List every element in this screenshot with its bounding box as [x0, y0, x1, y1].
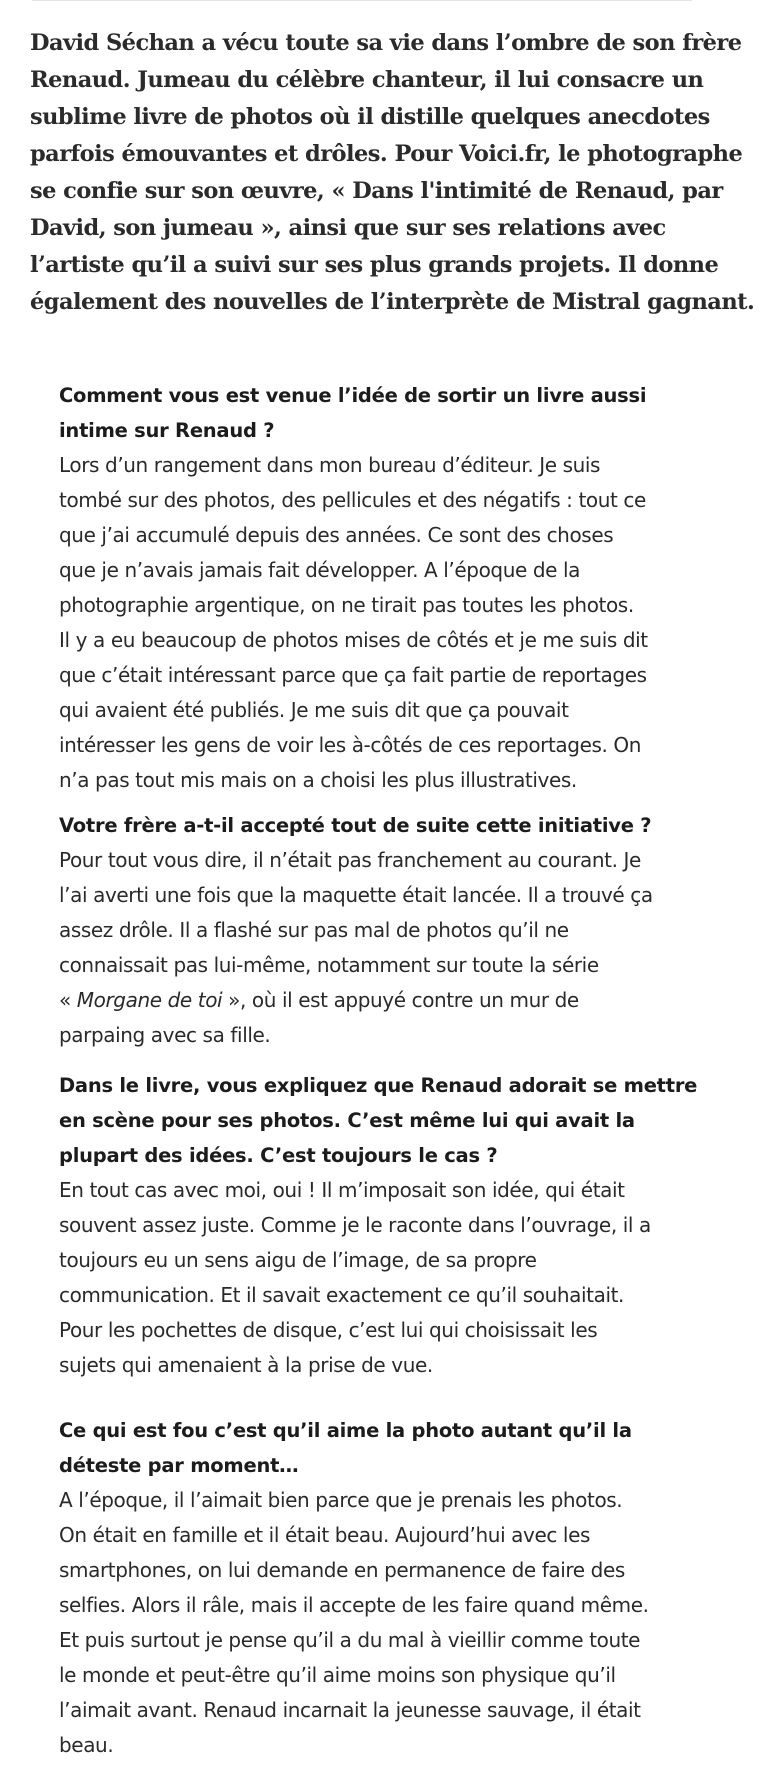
answer-line: Et puis surtout je pense qu’il a du mal à vieillir comme toute — [59, 1628, 641, 1652]
answer-line: l’aimait avant. Renaud incarnait la jeunesse sauvage, il était — [59, 1698, 641, 1722]
answer-line: tombé sur des photos, des pellicules et des négatifs : tout ce — [59, 488, 646, 512]
lead-line: parfois émouvantes et drôles. Pour Voici.fr, le photographe — [30, 141, 743, 167]
quote-rest: », où il est appuyé contre un mur de — [222, 988, 579, 1012]
quote-open: « — [59, 988, 77, 1012]
article-lead — [30, 25, 755, 321]
answer-line: smartphones, on lui demande en permanence de faire des — [59, 1558, 625, 1582]
answer-line: que j’ai accumulé depuis des années. Ce sont des choses — [59, 523, 614, 547]
answer-line: toujours eu un sens aigu de l’image, de sa propre — [59, 1248, 537, 1272]
interview-question — [59, 378, 759, 448]
answer-line: communication. Et il savait exactement ce qu’il souhaitait. — [59, 1283, 624, 1307]
answer-line: assez drôle. Il a flashé sur pas mal de photos qu’il ne — [59, 918, 569, 942]
answer-line: sujets qui amenaient à la prise de vue. — [59, 1353, 433, 1377]
answer-line: parpaing avec sa fille. — [59, 1023, 271, 1047]
answer-line: que c’était intéressant parce que ça fait partie de reportages — [59, 663, 647, 687]
answer-line: Pour les pochettes de disque, c’est lui qui choisissait les — [59, 1318, 598, 1342]
interview-question — [59, 1413, 759, 1483]
answer-line: l’ai averti une fois que la maquette était lancée. Il a trouvé ça — [59, 883, 653, 907]
lead-line: se confie sur son œuvre, « Dans l'intimité de Renaud, par — [30, 178, 723, 204]
answer-line: connaissait pas lui-même, notamment sur toute la série — [59, 953, 599, 977]
interview-answer — [59, 448, 759, 798]
lead-line: David, son jumeau », ainsi que sur ses relations avec — [30, 215, 666, 241]
qa-block-idea — [59, 378, 759, 798]
song-title: Morgane de toi — [76, 988, 223, 1012]
question-line: intime sur Renaud ? — [59, 419, 275, 442]
answer-line: photographie argentique, on ne tirait pas toutes les photos. — [59, 593, 634, 617]
qa-block-photo-love-hate — [59, 1413, 759, 1763]
answer-line — [59, 983, 759, 1018]
qa-block-initiative — [59, 808, 759, 1053]
interview-answer — [59, 1483, 759, 1763]
question-line: Dans le livre, vous expliquez que Renaud adorait se mettre — [59, 1074, 698, 1097]
interview-question — [59, 808, 759, 843]
answer-line: que je n’avais jamais fait développer. A l’époque de la — [59, 558, 581, 582]
answer-line: Il y a eu beaucoup de photos mises de côtés et je me suis dit — [59, 628, 648, 652]
lead-line: Renaud. Jumeau du célèbre chanteur, il lui consacre un — [30, 67, 704, 93]
lead-line: également des nouvelles de l’interprète de Mistral gagnant. — [30, 289, 755, 315]
answer-line: selfies. Alors il râle, mais il accepte de les faire quand même. — [59, 1593, 649, 1617]
question-line: Votre frère a-t-il accepté tout de suite cette initiative ? — [59, 814, 652, 837]
lead-line: David Séchan a vécu toute sa vie dans l’ombre de son frère — [30, 30, 742, 56]
answer-line: beau. — [59, 1733, 114, 1757]
question-line: Comment vous est venue l’idée de sortir un livre aussi — [59, 384, 647, 407]
lead-line: l’artiste qu’il a suivi sur ses plus grands projets. Il donne — [30, 252, 719, 278]
answer-line: Pour tout vous dire, il n’était pas franchement au courant. Je — [59, 848, 641, 872]
answer-line: n’a pas tout mis mais on a choisi les plus illustratives. — [59, 768, 577, 792]
question-line: déteste par moment… — [59, 1454, 299, 1477]
qa-block-staging — [59, 1068, 759, 1383]
answer-line: le monde et peut-être qu’il aime moins son physique qu’il — [59, 1663, 616, 1687]
answer-line: qui avaient été publiés. Je me suis dit que ça pouvait — [59, 698, 569, 722]
answer-line: intéresser les gens de voir les à-côtés de ces reportages. On — [59, 733, 642, 757]
question-line: Ce qui est fou c’est qu’il aime la photo autant qu’il la — [59, 1419, 632, 1442]
question-line: en scène pour ses photos. C’est même lui qui avait la — [59, 1109, 635, 1132]
answer-line: souvent assez juste. Comme je le raconte dans l’ouvrage, il a — [59, 1213, 651, 1237]
top-divider — [32, 0, 692, 1]
answer-line: Lors d’un rangement dans mon bureau d’éditeur. Je suis — [59, 453, 601, 477]
answer-line: On était en famille et il était beau. Aujourd’hui avec les — [59, 1523, 591, 1547]
interview-answer — [59, 843, 759, 1053]
question-line: plupart des idées. C’est toujours le cas ? — [59, 1144, 498, 1167]
interview-question — [59, 1068, 759, 1173]
lead-line: sublime livre de photos où il distille quelques anecdotes — [30, 104, 710, 130]
interview-answer — [59, 1173, 759, 1383]
answer-line: A l’époque, il l’aimait bien parce que je prenais les photos. — [59, 1488, 623, 1512]
answer-line: En tout cas avec moi, oui ! Il m’imposait son idée, qui était — [59, 1178, 625, 1202]
